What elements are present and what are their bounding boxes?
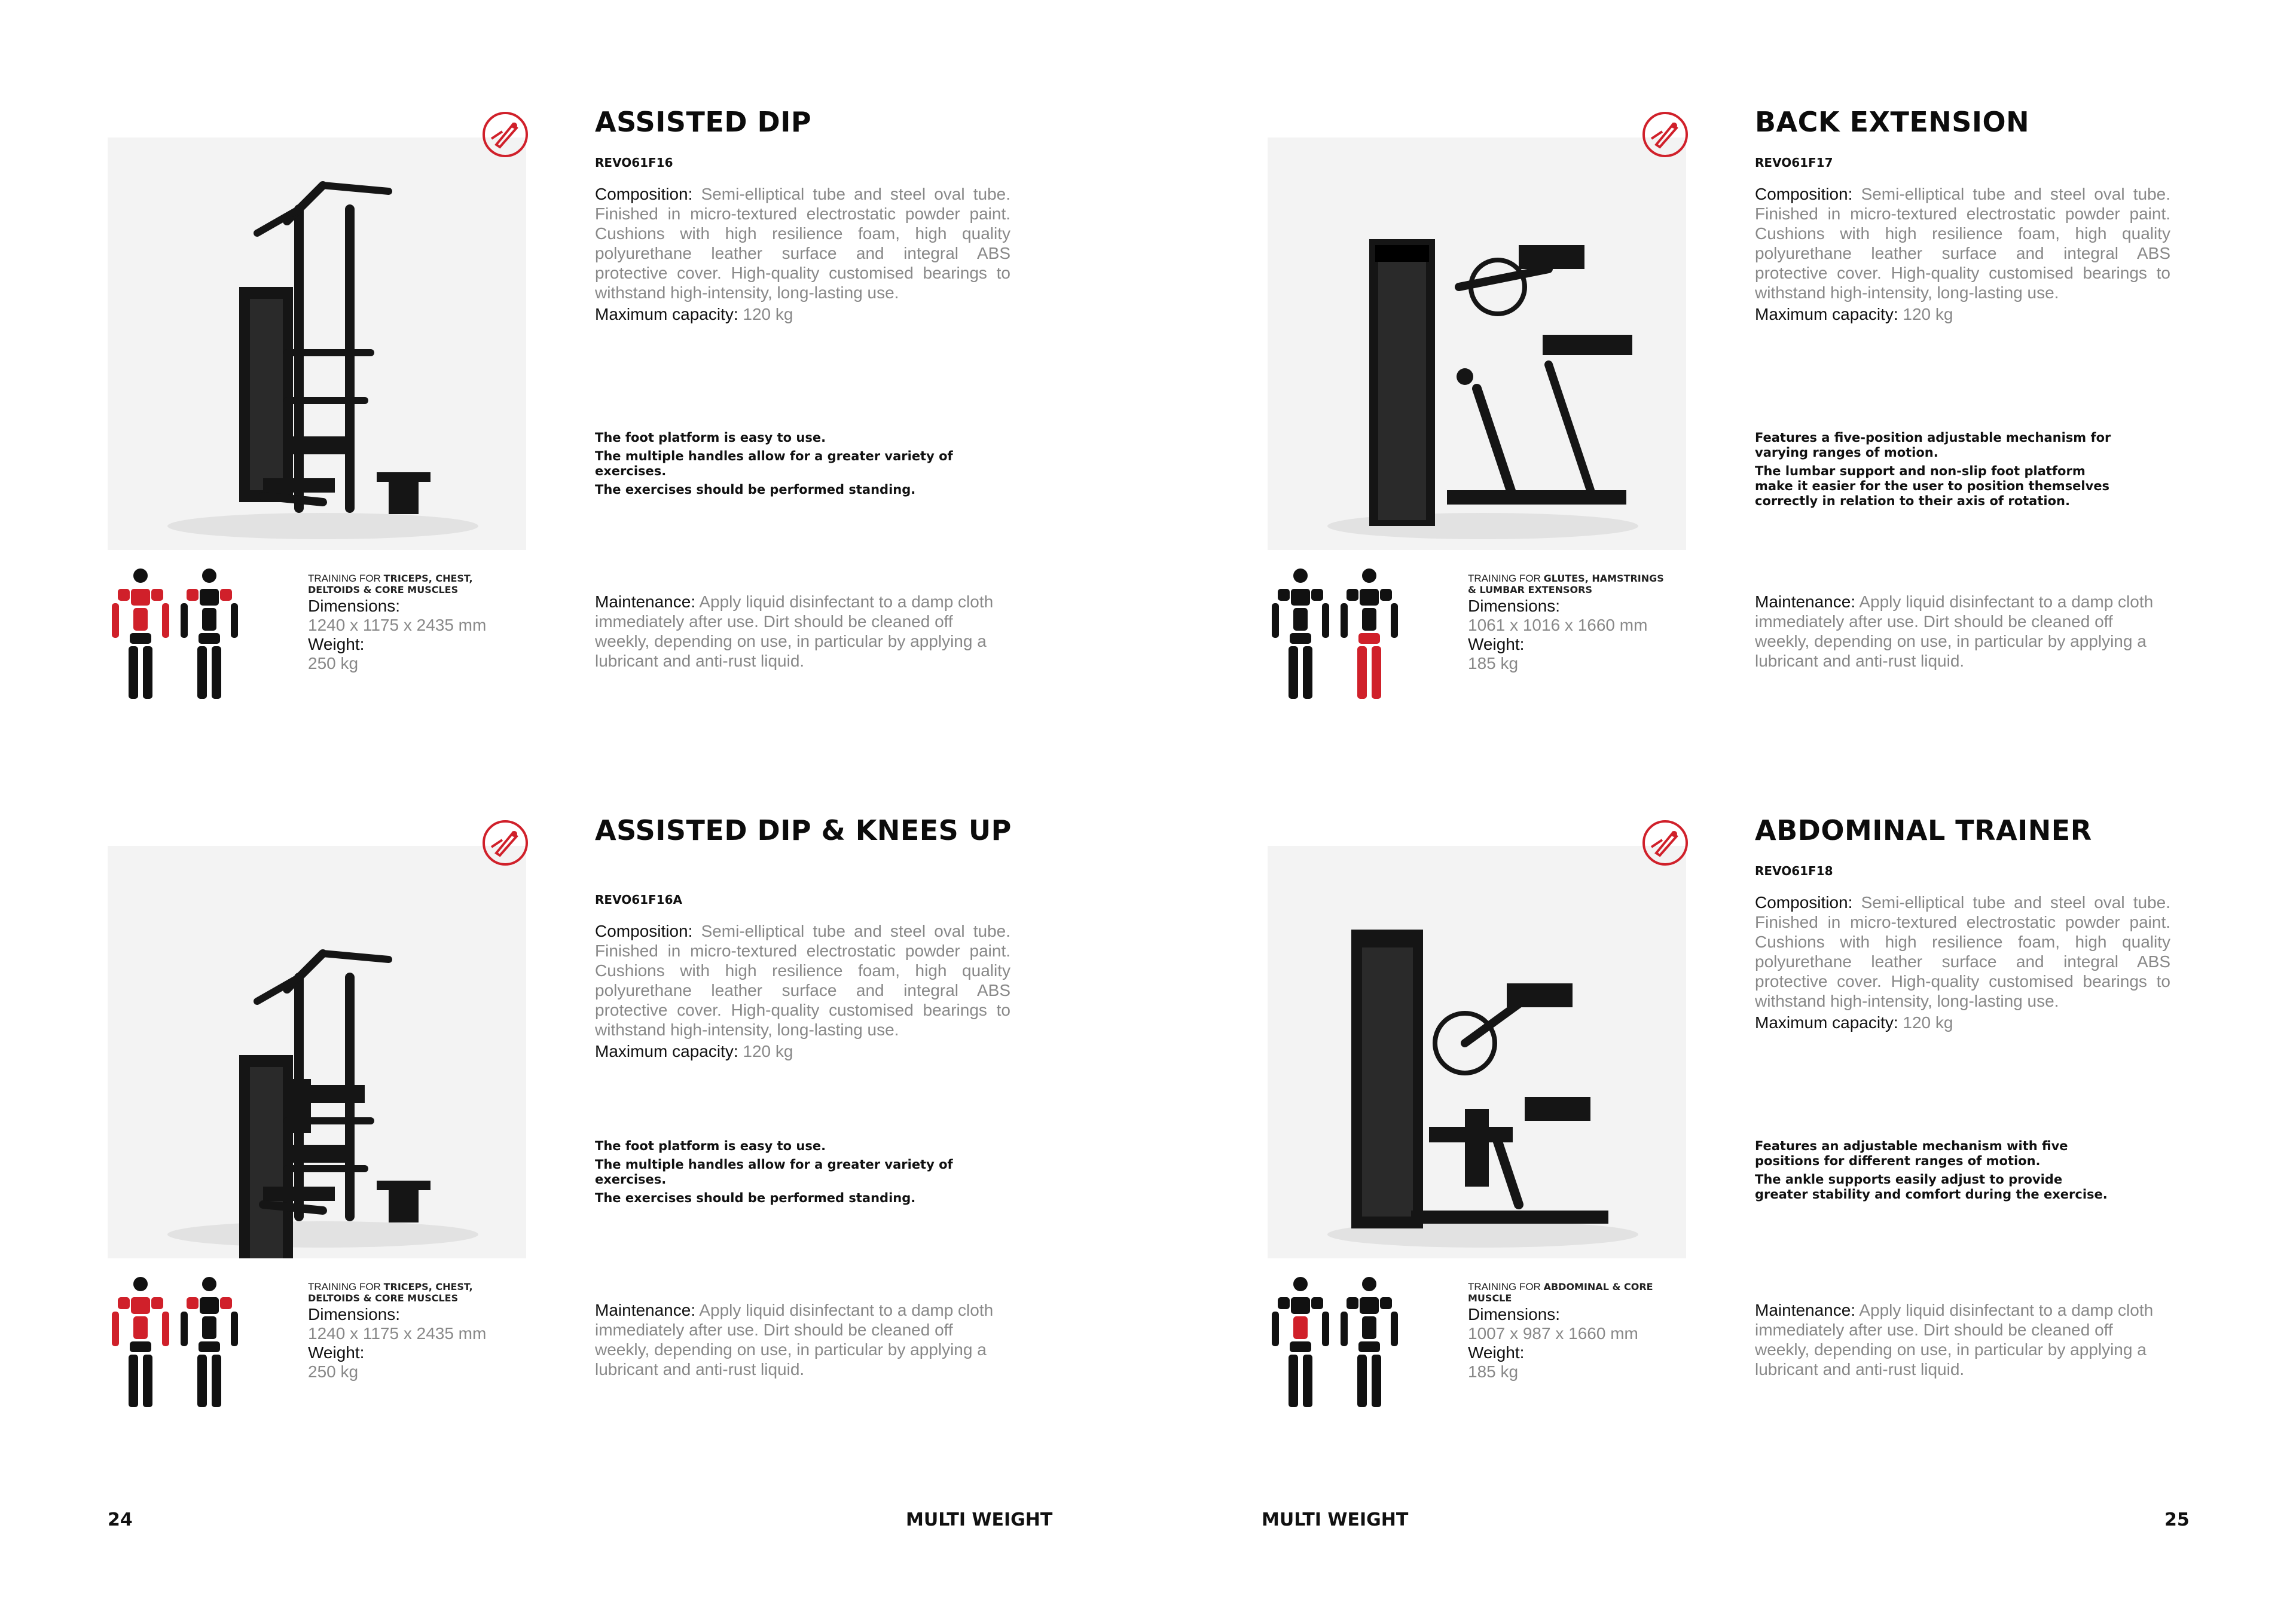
feature-item: The ankle supports easily adjust to provide greater stability and comfort during the exercise. [1755, 1172, 2108, 1202]
maintenance-text: Maintenance: Apply liquid disinfectant to a damp cloth immediately after use. Dirt should be cleaned off weekly, depending on use, in particular by applying a lubricant and anti-rust liquid. [1755, 1301, 2154, 1379]
product-photo [108, 137, 526, 550]
composition-text: Composition: Semi-elliptical tube and steel oval tube. Finished in micro-textured electrostatic powder paint. Cushions with high resilience foam, high quality polyurethane leather surface and integral ABS protective cover. High-quality customised bearings to withstand high-intensity, long-lasting use. [595, 922, 1010, 1039]
machine-illustration [1268, 137, 1686, 550]
product-code: REVO61F17 [1755, 155, 1833, 170]
product-title: ASSISTED DIP & KNEES UP [595, 814, 1012, 846]
dimensions-block: Dimensions: 1007 x 987 x 1660 mm Weight: 185 kg [1468, 1305, 1638, 1381]
feature-item: Features a five-position adjustable mechanism for varying ranges of motion. [1755, 430, 2111, 460]
feature-item: The foot platform is easy to use. [595, 1139, 826, 1153]
product-code: REVO61F18 [1755, 864, 1833, 878]
custom-badge-icon [478, 816, 532, 870]
feature-item: The exercises should be performed standing. [595, 1191, 916, 1205]
max-capacity: Maximum capacity: 120 kg [595, 1042, 793, 1060]
composition-text: Composition: Semi-elliptical tube and steel oval tube. Finished in micro-textured electrostatic powder paint. Cushions with high resilience foam, high quality polyurethane leather surface and integral ABS protective cover. High-quality customised bearings to withstand high-intensity, long-lasting use. [595, 185, 1010, 302]
dimensions-block: Dimensions: 1061 x 1016 x 1660 mm Weight: 185 kg [1468, 597, 1648, 673]
max-capacity: Maximum capacity: 120 kg [595, 305, 793, 323]
product-card [1268, 816, 2296, 1414]
machine-illustration [108, 846, 526, 1258]
feature-item: Features an adjustable mechanism with five positions for different ranges of motion. [1755, 1139, 2068, 1168]
composition-text: Composition: Semi-elliptical tube and steel oval tube. Finished in micro-textured electrostatic powder paint. Cushions with high resilience foam, high quality polyurethane leather surface and integral ABS protective cover. High-quality customised bearings to withstand high-intensity, long-lasting use. [1755, 893, 2170, 1010]
feature-list [595, 1139, 954, 1209]
product-card [108, 108, 1196, 705]
muscle-map-icon [108, 562, 245, 705]
product-title: ABDOMINAL TRAINER [1755, 814, 2092, 846]
muscle-map-icon [108, 1270, 245, 1414]
feature-item: The lumbar support and non-slip foot platform make it easier for the user to position themselves correctly in relation to their axis of rotation. [1755, 464, 2110, 508]
product-title: BACK EXTENSION [1755, 106, 2030, 138]
maintenance-text: Maintenance: Apply liquid disinfectant to a damp cloth immediately after use. Dirt should be cleaned off weekly, depending on use, in particular by applying a lubricant and anti-rust liquid. [595, 592, 994, 670]
product-title: ASSISTED DIP [595, 106, 812, 138]
section-label-right: MULTI WEIGHT [1262, 1509, 1409, 1530]
product-code: REVO61F16 [595, 155, 673, 170]
feature-item: The exercises should be performed standing. [595, 482, 916, 497]
machine-illustration [1268, 846, 1686, 1258]
max-capacity: Maximum capacity: 120 kg [1755, 305, 1953, 323]
training-for: TRAINING FOR TRICEPS, CHEST, DELTOIDS & CORE MUSCLES [308, 573, 473, 595]
page-number-right: 25 [2164, 1509, 2190, 1530]
muscle-map-icon [1268, 562, 1405, 705]
maintenance-text: Maintenance: Apply liquid disinfectant to a damp cloth immediately after use. Dirt should be cleaned off weekly, depending on use, in particular by applying a lubricant and anti-rust liquid. [595, 1301, 994, 1379]
product-code: REVO61F16A [595, 893, 682, 907]
custom-badge-icon [1638, 816, 1692, 870]
feature-list [595, 430, 954, 501]
feature-list [1755, 430, 2114, 512]
max-capacity: Maximum capacity: 120 kg [1755, 1013, 1953, 1032]
product-card [1268, 108, 2296, 705]
section-label-left: MULTI WEIGHT [906, 1509, 1053, 1530]
custom-badge-icon [1638, 108, 1692, 161]
page-number-left: 24 [108, 1509, 133, 1530]
muscle-map-icon [1268, 1270, 1405, 1414]
custom-badge-icon [478, 108, 532, 161]
feature-item: The foot platform is easy to use. [595, 430, 826, 445]
dimensions-block: Dimensions: 1240 x 1175 x 2435 mm Weight: 250 kg [308, 597, 487, 673]
maintenance-text: Maintenance: Apply liquid disinfectant to a damp cloth immediately after use. Dirt should be cleaned off weekly, depending on use, in particular by applying a lubricant and anti-rust liquid. [1755, 592, 2154, 670]
feature-item: The multiple handles allow for a greater variety of exercises. [595, 449, 953, 478]
training-for: TRAINING FOR ABDOMINAL & CORE MUSCLE [1468, 1281, 1653, 1304]
training-for: TRAINING FOR GLUTES, HAMSTRINGS & LUMBAR EXTENSORS [1468, 573, 1664, 595]
feature-item: The multiple handles allow for a greater variety of exercises. [595, 1157, 953, 1187]
product-card [108, 816, 1196, 1414]
composition-text: Composition: Semi-elliptical tube and steel oval tube. Finished in micro-textured electrostatic powder paint. Cushions with high resilience foam, high quality polyurethane leather surface and integral ABS protective cover. High-quality customised bearings to withstand high-intensity, long-lasting use. [1755, 185, 2170, 302]
product-photo [1268, 137, 1686, 550]
dimensions-block: Dimensions: 1240 x 1175 x 2435 mm Weight: 250 kg [308, 1305, 487, 1381]
product-photo [1268, 846, 1686, 1258]
training-for: TRAINING FOR TRICEPS, CHEST, DELTOIDS & CORE MUSCLES [308, 1281, 473, 1304]
machine-illustration [108, 137, 526, 550]
feature-list [1755, 1139, 2114, 1206]
product-photo [108, 846, 526, 1258]
